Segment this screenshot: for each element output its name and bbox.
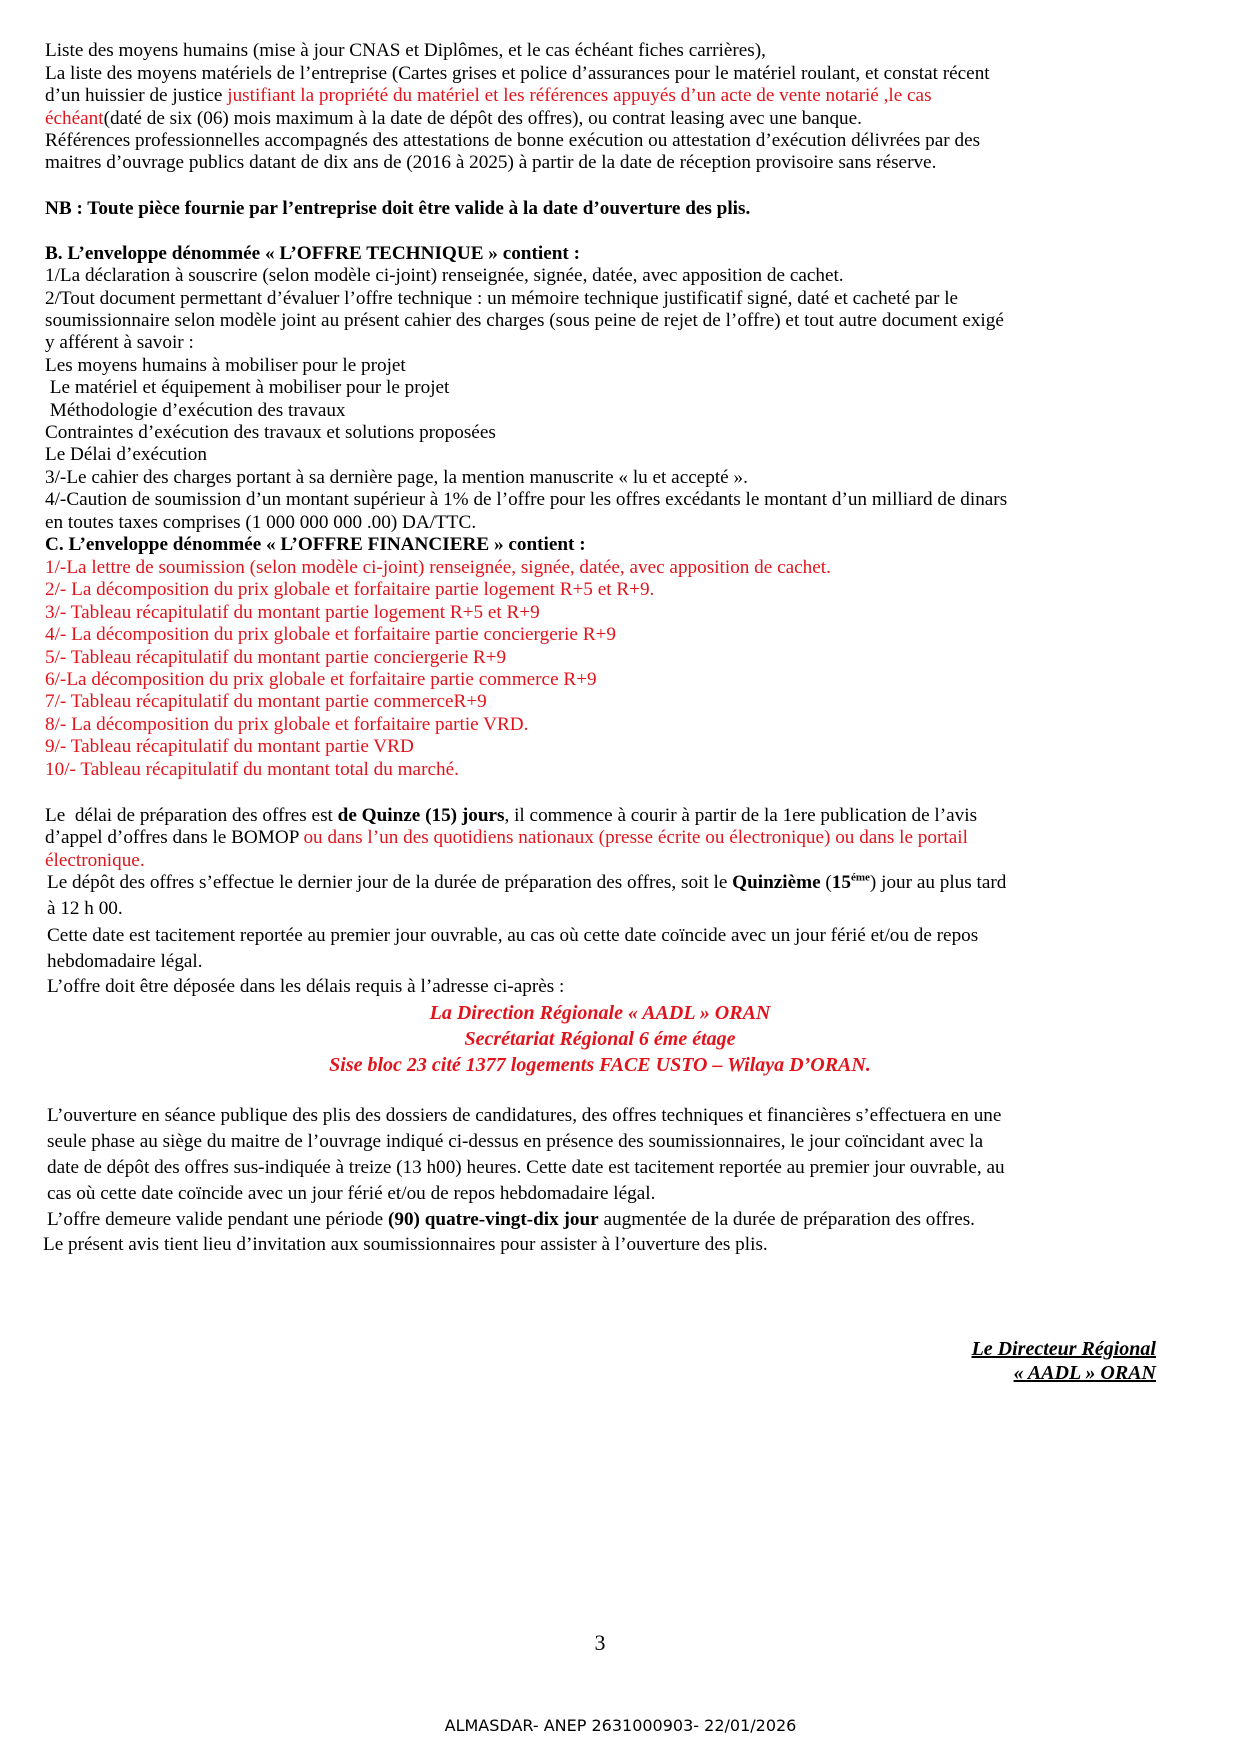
financial-item: 1/-La lettre de soumission (selon modèle ci-joint) renseignée, signée, datée, avec apposition de cachet. — [45, 557, 831, 578]
technical-line: 2/Tout document permettant d’évaluer l’offre technique : un mémoire technique justificatif signé, daté et cacheté par le — [45, 288, 959, 309]
address-intro: L’offre doit être déposée dans les délais requis à l’adresse ci-après : — [47, 976, 565, 997]
financial-item: 5/- Tableau récapitulatif du montant partie conciergerie R+9 — [45, 647, 507, 668]
deposit-text: ( — [820, 872, 832, 893]
nb-note: NB : Toute pièce fournie par l’entreprise doit être valide à la date d’ouverture des plis. — [45, 198, 751, 219]
deposit-day-suffix: éme — [850, 871, 870, 884]
intro-line-6: maitres d’ouvrage publics datant de dix ans de (2016 à 2025) à partir de la date de réception provisoire sans réserve. — [45, 152, 937, 173]
technical-line: Méthodologie d’exécution des travaux — [45, 400, 346, 421]
intro-line-3 — [45, 85, 932, 107]
delay-line-3: électronique. — [45, 850, 145, 871]
intro-line-3-red: justifiant la propriété du matériel et les références appuyés d’un acte de vente notarié ,le cas — [227, 85, 932, 106]
delay-text: , il commence à courir à partir de la 1ere publication de l’avis — [504, 805, 978, 826]
delay-text: Le délai de préparation des offres est — [45, 805, 338, 826]
deposit-text: Le dépôt des offres s’effectue le dernier jour de la durée de préparation des offres, soit le — [47, 872, 733, 893]
page-number: 3 — [594, 1630, 606, 1655]
validity-text: augmentée de la durée de préparation des offres. — [598, 1209, 975, 1230]
signature-organization: « AADL » ORAN — [1013, 1362, 1156, 1384]
delay-text: d’appel d’offres dans le BOMOP — [45, 827, 304, 848]
financial-item: 7/- Tableau récapitulatif du montant partie commerceR+9 — [45, 691, 487, 712]
technical-line: soumissionnaire selon modèle joint au présent cahier des charges (sous peine de rejet de l’offre) et tout autre document exigé — [45, 310, 1004, 331]
technical-line: 4/-Caution de soumission d’un montant supérieur à 1% de l’offre pour les offres excédants le montant d’un milliard de dinars — [45, 489, 1008, 510]
opening-line-4: cas où cette date coïncide avec un jour férié et/ou de repos hebdomadaire légal. — [47, 1183, 656, 1204]
signature-title: Le Directeur Régional — [971, 1338, 1156, 1360]
financial-item: 9/- Tableau récapitulatif du montant partie VRD — [45, 736, 414, 757]
opening-line-1: L’ouverture en séance publique des plis des dossiers de candidatures, des offres techniques et financières s’effectuera en une — [47, 1105, 1002, 1126]
invitation-line: Le présent avis tient lieu d’invitation aux soumissionnaires pour assister à l’ouverture des plis. — [43, 1234, 768, 1255]
technical-line: Contraintes d’exécution des travaux et solutions proposées — [45, 422, 496, 443]
deposit-day-number: 15 — [831, 872, 851, 893]
intro-line-5: Références professionnelles accompagnés des attestations de bonne exécution ou attestation d’exécution délivrées par des — [45, 130, 981, 151]
address-line-3: Sise bloc 23 cité 1377 logements FACE USTO – Wilaya D’ORAN. — [329, 1054, 871, 1076]
financial-heading: C. L’enveloppe dénommée « L’OFFRE FINANCIERE » contient : — [45, 534, 586, 555]
delay-line-2 — [45, 827, 968, 849]
address-line-2: Secrétariat Régional 6 éme étage — [464, 1028, 736, 1050]
technical-line: Les moyens humains à mobiliser pour le projet — [45, 355, 406, 376]
deposit-day: Quinzième — [732, 872, 821, 893]
intro-line-1: Liste des moyens humains (mise à jour CNAS et Diplômes, et le cas échéant fiches carrières), — [45, 40, 766, 61]
delay-line-1 — [45, 805, 977, 827]
financial-item: 8/- La décomposition du prix globale et forfaitaire partie VRD. — [45, 714, 529, 735]
financial-item: 10/- Tableau récapitulatif du montant total du marché. — [45, 759, 459, 780]
validity-line — [47, 1209, 975, 1231]
technical-heading: B. L’enveloppe dénommée « L’OFFRE TECHNIQUE » contient : — [45, 243, 580, 264]
deposit-text: ) jour au plus tard — [869, 872, 1007, 893]
financial-item: 3/- Tableau récapitulatif du montant partie logement R+5 et R+9 — [45, 602, 540, 623]
delay-duration: de Quinze (15) jours — [337, 805, 505, 826]
financial-item: 6/-La décomposition du prix globale et forfaitaire partie commerce R+9 — [45, 669, 597, 690]
opening-line-2: seule phase au siège du maitre de l’ouvrage indiqué ci-dessus en présence des soumissionnaires, le jour coïncidant avec la — [47, 1131, 984, 1152]
financial-item: 4/- La décomposition du prix globale et forfaitaire partie conciergerie R+9 — [45, 624, 616, 645]
technical-line: en toutes taxes comprises (1 000 000 000 .00) DA/TTC. — [45, 512, 477, 533]
address-line-1: La Direction Régionale « AADL » ORAN — [429, 1002, 771, 1024]
technical-line: 1/La déclaration à souscrire (selon modèle ci-joint) renseignée, signée, datée, avec apposition de cachet. — [45, 265, 844, 286]
deposit-line-2: à 12 h 00. — [47, 898, 123, 919]
footer-reference: ALMASDAR- ANEP 2631000903- 22/01/2026 — [444, 1716, 797, 1735]
validity-text: L’offre demeure valide pendant une période — [47, 1209, 388, 1230]
opening-line-3: date de dépôt des offres sus-indiquée à treize (13 h00) heures. Cette date est tacitement reportée au premier jour ouvrable, au — [47, 1157, 1005, 1178]
intro-line-4-red: échéant — [45, 108, 104, 129]
technical-line: y afférent à savoir : — [45, 332, 194, 353]
postpone-line-1: Cette date est tacitement reportée au premier jour ouvrable, au cas où cette date coïncide avec un jour férié et/ou de repos — [47, 925, 979, 946]
validity-period: (90) quatre-vingt-dix jour — [387, 1209, 599, 1230]
technical-line: Le matériel et équipement à mobiliser pour le projet — [45, 377, 450, 398]
delay-text-red: ou dans l’un des quotidiens nationaux (presse écrite ou électronique) ou dans le portail — [303, 827, 968, 848]
intro-line-2: La liste des moyens matériels de l’entreprise (Cartes grises et police d’assurances pour le matériel roulant, et constat récent — [45, 63, 990, 84]
intro-line-4-black: (daté de six (06) mois maximum à la date de dépôt des offres), ou contrat leasing avec une banque. — [103, 108, 862, 129]
intro-line-4 — [45, 108, 862, 130]
postpone-line-2: hebdomadaire légal. — [47, 951, 203, 972]
technical-line: 3/-Le cahier des charges portant à sa dernière page, la mention manuscrite « lu et accepté ». — [45, 467, 748, 488]
technical-line: Le Délai d’exécution — [45, 444, 207, 465]
deposit-line-1 — [47, 872, 1006, 894]
intro-line-3-black: d’un huissier de justice — [45, 85, 228, 106]
financial-item: 2/- La décomposition du prix globale et forfaitaire partie logement R+5 et R+9. — [45, 579, 655, 600]
